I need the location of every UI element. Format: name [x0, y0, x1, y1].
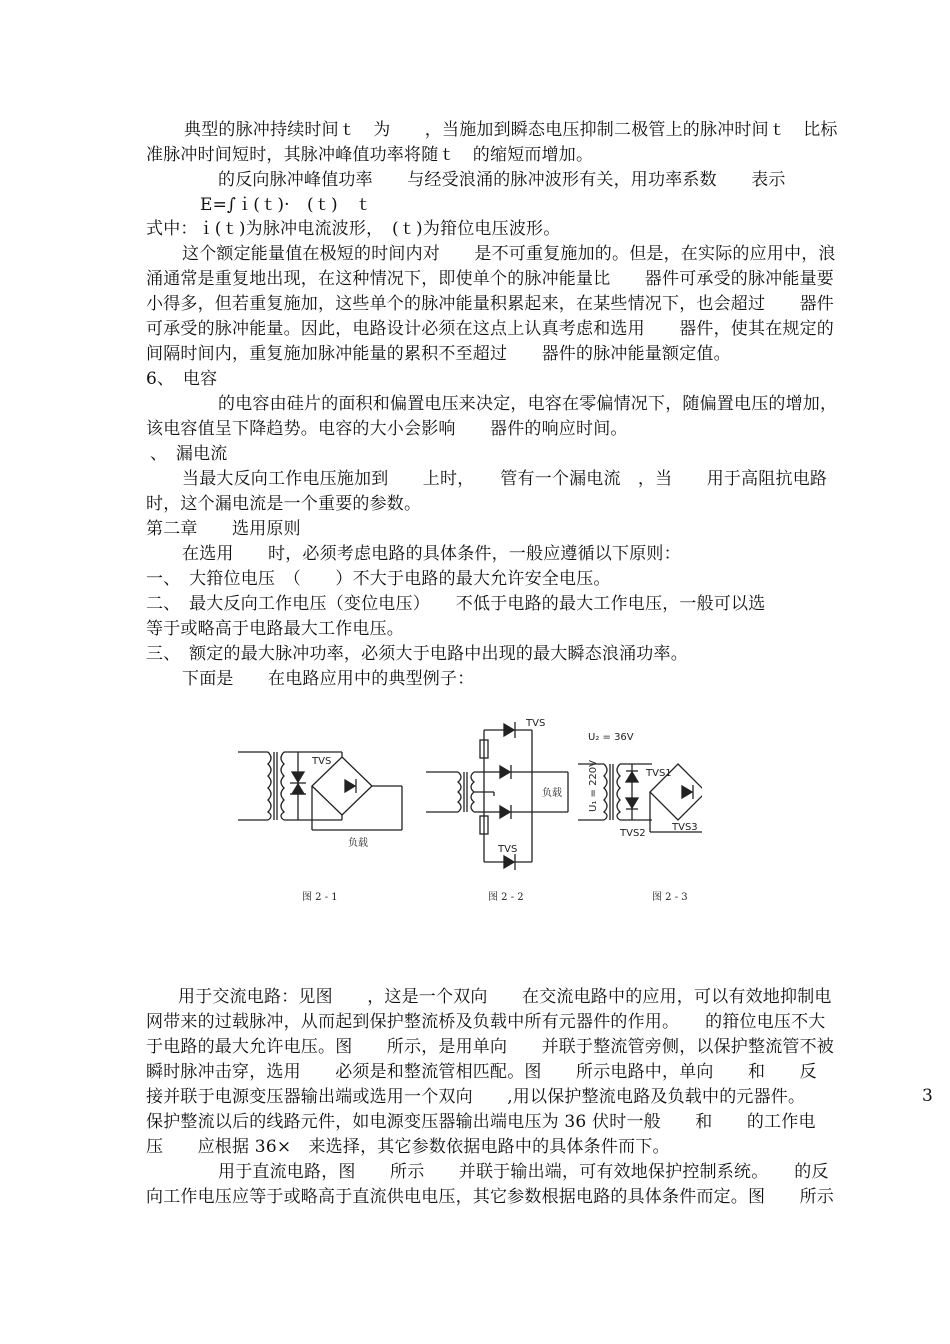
text-line: 接并联于电源变压器输出端或选用一个双向 ,用以保护整流电路及负载中的元器件。 [146, 1087, 806, 1107]
fig3-u2-label: U₂ = 36V [588, 732, 634, 743]
text-line: 用于交流电路：见图 ，这是一个双向 在交流电路中的应用，可以有效地抑制电 [178, 987, 832, 1007]
text-line: 涌通常是重复地出现，在这种情况下，即使单个的脉冲能量比 器件可承受的脉冲能量要 [146, 269, 834, 289]
fig3-tvs3-label: TVS3 [672, 822, 698, 833]
text-line: 网带来的过载脉冲，从而起到保护整流桥及负载中所有元器件的作用。 的箝位电压不大 [146, 1012, 826, 1032]
text-line: 这个额定能量值在极短的时间内对 是不可重复施加的。但是，在实际的应用中，浪 [182, 244, 836, 264]
fig1-tvs-label: TVS [312, 756, 332, 767]
page-number: 3 [922, 1086, 933, 1106]
fig2-tvs-top-label: TVS [526, 718, 546, 729]
circuit-figure [232, 712, 702, 912]
principle-item: 三、 额定的最大脉冲功率，必须大于电路中出现的最大瞬态浪涌功率。 [146, 644, 688, 664]
fig3-u1-label: U₁ = 220V [588, 760, 599, 812]
text-line: 于电路的最大允许电压。图 所示，是用单向 并联于整流管旁侧，以保护整流管不被 [146, 1037, 834, 1057]
fig2-caption: 图 2 - 2 [488, 892, 524, 903]
text-line: 在选用 时，必须考虑电路的具体条件，一般应遵循以下原则： [182, 544, 681, 564]
text-line: 等于或略高于电路最大工作电压。 [146, 619, 404, 639]
text-line: 的反向脉冲峰值功率 与经受浪涌的脉冲波形有关，用功率系数 表示 [218, 170, 786, 190]
text-line: 间隔时间内，重复施加脉冲能量的累积不至超过 器件的脉冲能量额定值。 [146, 344, 731, 364]
formula-line: E=∫ｉ(ｔ)· (ｔ) ｔ [200, 195, 373, 215]
text-line: 小得多，但若重复施加，这些单个的脉冲能量积累起来，在某些情况下，也会超过 器件 [146, 294, 834, 314]
principle-item: 一、 大箝位电压 （ ）不大于电路的最大允许安全电压。 [146, 569, 611, 589]
fig3-caption: 图 2 - 3 [652, 892, 688, 903]
section-heading: 、 漏电流 [150, 444, 228, 464]
fig3-tvs1-label: TVS1 [646, 768, 672, 779]
section-heading: 6、 电容 [146, 369, 218, 389]
text-line: 准脉冲时间短时，其脉冲峰值功率将随ｔ 的缩短而增加。 [146, 145, 594, 165]
text-line: 该电容值呈下降趋势。电容的大小会影响 器件的响应时间。 [146, 419, 628, 439]
text-line: 保护整流以后的线路元件，如电源变压器输出端电压为 36 伏时一般 和 的工作电 [146, 1112, 816, 1132]
text-line: 时，这个漏电流是一个重要的参数。 [146, 494, 422, 514]
text-line: 典型的脉冲持续时间ｔ 为 ，当施加到瞬态电压抑制二极管上的脉冲时间ｔ 比标 [184, 120, 838, 140]
text-line: 下面是 在电路应用中的典型例子： [182, 669, 475, 689]
text-line: 向工作电压应等于或略高于直流供电电压，其它参数根据电路的具体条件而定。图 所示 [146, 1187, 834, 1207]
fig2-tvs-bottom-label: TVS [498, 844, 518, 855]
text-line: 的电容由硅片的面积和偏置电压来决定，电容在零偏情况下，随偏置电压的增加， [218, 394, 838, 414]
text-line: 瞬时脉冲击穿，选用 必须是和整流管相匹配。图 所示电路中，单向 和 反 [146, 1062, 817, 1082]
chapter-heading: 第二章 选用原则 [146, 519, 301, 539]
text-line: 压 应根据 36× 来选择，其它参数依据电路中的具体条件而下。 [146, 1137, 670, 1157]
text-line: 可承受的脉冲能量。因此，电路设计必须在这点上认真考虑和选用 器件，使其在规定的 [146, 319, 834, 339]
fig3-tvs2-label: TVS2 [620, 828, 646, 839]
fig2-load-label: 负载 [542, 788, 562, 799]
fig1-caption: 图 2 - 1 [302, 892, 338, 903]
text-line: 用于直流电路，图 所示 并联于输出端，可有效地保护控制系统。 的反 [218, 1162, 829, 1182]
text-line: 式中：ｉ(ｔ)为脉冲电流波形， (ｔ)为箝位电压波形。 [146, 219, 561, 239]
principle-item: 二、 最大反向工作电压（变位电压） 不低于电路的最大工作电压，一般可以选 [146, 594, 766, 614]
text-line: 当最大反向工作电压施加到 上时， 管有一个漏电流 ，当 用于高阻抗电路 [182, 469, 828, 489]
fig1-load-label: 负载 [348, 838, 368, 849]
